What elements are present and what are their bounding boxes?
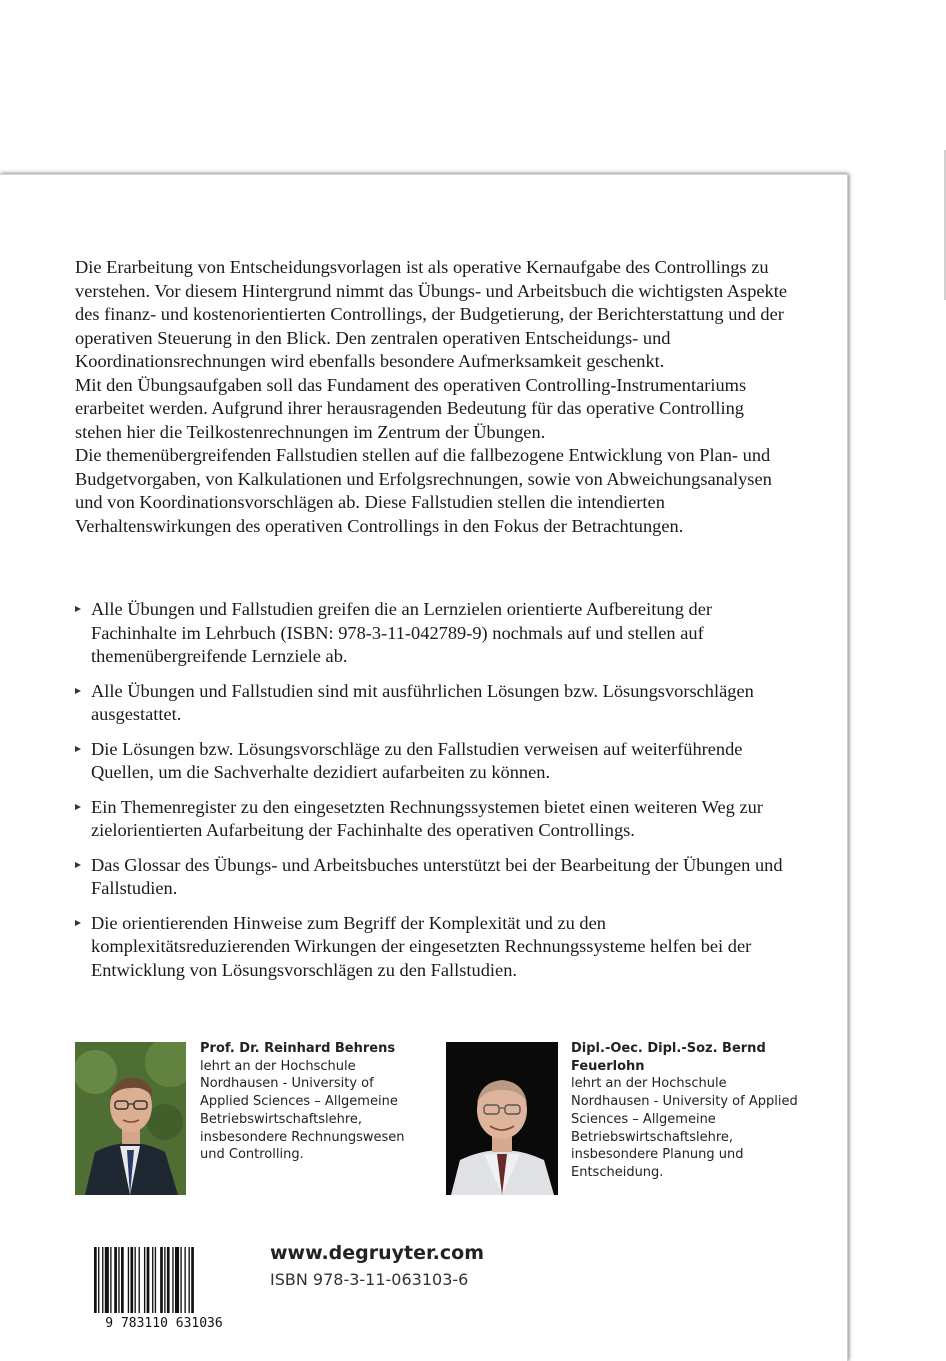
feature-item: Ein Themenregister zu den eingesetzten Rechnungssystemen bietet einen weiteren Weg zur zielorientierten Aufarbeitung der Fachinhalte des operativen Controllings.: [75, 796, 795, 843]
isbn-barcode: [88, 1245, 240, 1329]
barcode-bar: [121, 1247, 124, 1313]
barcode-bar: [147, 1247, 150, 1313]
barcode-bar: [155, 1247, 156, 1313]
author-photo-behrens: [75, 1042, 186, 1195]
barcode-bar: [102, 1247, 103, 1313]
isbn-number: ISBN 978-3-11-063103-6: [270, 1270, 469, 1289]
barcode-bar: [180, 1247, 181, 1313]
barcode-bar: [110, 1247, 111, 1313]
intro-paragraph-1: Die Erarbeitung von Entscheidungsvorlagen ist als operative Kernaufgabe des Controllings zu verstehen. Vor diesem Hintergrund nimmt das Übungs- und Arbeitsbuch die wichtigsten Aspekte des finanz- und kostenorientierten Controllings, der Budgetierung, der Berichterstattung und der operativen Steuerung in den Blick. Den zentralen operativen Entscheidungs- und Koordinationsrechnungen wird ebenfalls besondere Aufmerksamkeit geschenkt.: [75, 257, 788, 371]
bullet-triangle-icon: [75, 606, 81, 612]
author-name: Dipl.-Oec. Dipl.-Soz. Bernd Feuerlohn: [571, 1041, 766, 1074]
intro-paragraph-3: Die themenübergreifenden Fallstudien stellen auf die fallbezogene Entwicklung von Plan- und Budgetvorgaben, von Kalkulationen und Erfolgsrechnungen, sowie von Abweichungsanalysen und von Koordinationsvorschlägen ab. Diese Fallstudien stellen die intendierten Verhaltenswirkungen des operativen Controllings in den Fokus der Betrachtungen.: [75, 445, 772, 536]
barcode-bar: [139, 1247, 140, 1313]
feature-item: Die Lösungen bzw. Lösungsvorschläge zu den Fallstudien verweisen auf weiterführende Quellen, um die Sachverhalte dezidiert aufarbeiten zu können.: [75, 738, 795, 785]
barcode-bar: [189, 1247, 190, 1313]
bullet-triangle-icon: [75, 920, 81, 926]
bullet-triangle-icon: [75, 688, 81, 694]
barcode-bar: [98, 1247, 99, 1313]
barcode-bar: [184, 1247, 185, 1313]
author-photo-feuerlohn: [446, 1042, 558, 1195]
author-description: lehrt an der Hochschule Nordhausen - University of Applied Sciences – Allgemeine Betriebswirtschaftslehre, insbesondere Rechnungswesen und Controlling.: [200, 1058, 405, 1163]
intro-paragraph-2: Mit den Übungsaufgaben soll das Fundament des operativen Controlling-Instrumentariums erarbeitet werden. Aufgrund ihrer herausragenden Bedeutung für das operative Controlling stehen hier die Teilkostenrechnungen im Zentrum der Übungen.: [75, 374, 747, 442]
feature-item: Alle Übungen und Fallstudien greifen die an Lernzielen orientierte Aufbereitung der Fachinhalte im Lehrbuch (ISBN: 978-3-11-042789-9) nochmals auf und stellen auf themenübergreifende Lernziele ab.: [75, 598, 795, 669]
barcode-bar: [164, 1247, 165, 1313]
barcode-bar: [118, 1247, 119, 1313]
feature-item: Die orientierenden Hinweise zum Begriff der Komplexität und zu den komplexitätsreduzierenden Wirkungen der eingesetzten Rechnungssysteme helfen bei der Entwicklung von Lösungsvorschlägen zu den Fallstudien.: [75, 912, 795, 983]
intro-text: [75, 256, 795, 538]
barcode-bar: [175, 1247, 179, 1313]
barcode-bar: [128, 1247, 129, 1313]
author-bio-behrens: [200, 1040, 425, 1164]
bullet-triangle-icon: [75, 804, 81, 810]
barcode-bar: [114, 1247, 117, 1313]
author-name: Prof. Dr. Reinhard Behrens: [200, 1041, 396, 1056]
feature-item: Das Glossar des Übungs- und Arbeitsbuches unterstützt bei der Bearbeitung der Übungen und Fallstudien.: [75, 854, 795, 901]
barcode-bar: [130, 1247, 133, 1313]
barcode-bar: [191, 1247, 194, 1313]
website-link[interactable]: www.degruyter.com: [270, 1242, 484, 1264]
bullet-triangle-icon: [75, 862, 81, 868]
barcode-digits: 9 783110 631036: [105, 1316, 223, 1329]
barcode-bar: [105, 1247, 109, 1313]
author-description: lehrt an der Hochschule Nordhausen - University of Applied Sciences – Allgemeine Betriebswirtschaftslehre, insbesondere Planung und Entscheidung.: [571, 1076, 798, 1180]
feature-list: [75, 598, 795, 993]
barcode-bar: [160, 1247, 163, 1313]
author-bio-feuerlohn: [571, 1040, 801, 1182]
bullet-triangle-icon: [75, 746, 81, 752]
barcode-bar: [135, 1247, 136, 1313]
barcode-bar: [167, 1247, 170, 1313]
feature-item: Alle Übungen und Fallstudien sind mit ausführlichen Lösungen bzw. Lösungsvorschlägen ausgestattet.: [75, 680, 795, 727]
barcode-bar: [152, 1247, 153, 1313]
barcode-bar: [144, 1247, 145, 1313]
barcode-bar: [172, 1247, 173, 1313]
barcode-bar: [94, 1247, 97, 1313]
